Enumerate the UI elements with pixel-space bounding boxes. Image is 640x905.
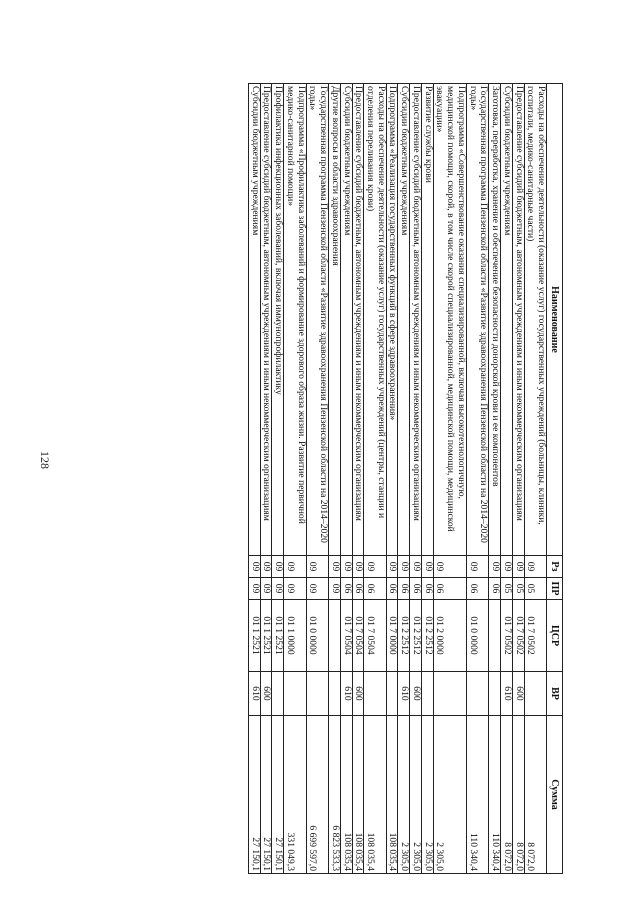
cell-rz: 09 [501, 556, 513, 578]
table-row [260, 84, 272, 874]
cell-pr: 09 [306, 578, 328, 600]
cell-csr [329, 600, 341, 672]
cell-csr: 01 7 0502 [524, 600, 546, 672]
cell-rz: 09 [306, 556, 328, 578]
cell-pr: 09 [272, 578, 284, 600]
table-row [410, 84, 422, 874]
table-row [524, 84, 546, 874]
cell-name: Предоставление субсидий бюджетным, автономным учреждениям и иным некоммерческим организациям [512, 84, 524, 556]
cell-sum: 2 305,0 [421, 716, 433, 874]
cell-csr: 01 2 2512 [398, 600, 410, 672]
budget-table [248, 83, 563, 874]
cell-name: Другие вопросы в области здравоохранения [329, 84, 341, 556]
cell-csr [489, 600, 501, 672]
cell-pr: 09 [284, 578, 306, 600]
cell-sum: 8 072,0 [501, 716, 513, 874]
cell-pr: 05 [501, 578, 513, 600]
cell-name: Профилактика инфекционных заболеваний, включая иммунопрофилактику [272, 84, 284, 556]
cell-pr: 09 [248, 578, 260, 600]
cell-vr: 600 [512, 672, 524, 716]
table-row [466, 84, 488, 874]
cell-sum: 108 035,4 [364, 716, 386, 874]
header-sum: Сумма [547, 716, 563, 874]
cell-pr: 06 [466, 578, 488, 600]
cell-vr: 610 [398, 672, 410, 716]
cell-pr: 05 [512, 578, 524, 600]
cell-vr [386, 672, 398, 716]
cell-sum: 8 072,0 [524, 716, 546, 874]
cell-rz: 09 [489, 556, 501, 578]
cell-csr: 01 0 0000 [306, 600, 328, 672]
header-vr: ВР [547, 672, 563, 716]
cell-vr [272, 672, 284, 716]
cell-sum: 2 305,0 [410, 716, 422, 874]
cell-name: Субсидии бюджетным учреждениям [340, 84, 352, 556]
cell-name: Субсидии бюджетным учреждениям [501, 84, 513, 556]
cell-vr [421, 672, 433, 716]
cell-vr: 610 [501, 672, 513, 716]
table-row [421, 84, 433, 874]
table-row [248, 84, 260, 874]
cell-rz: 09 [421, 556, 433, 578]
cell-rz: 09 [466, 556, 488, 578]
cell-name: Подпрограмма «Профилактика заболеваний и формирование здорового образа жизни. Развитие первичной медико-санитарной помощи» [284, 84, 306, 556]
cell-rz: 09 [340, 556, 352, 578]
cell-vr: 600 [352, 672, 364, 716]
cell-name: Подпрограмма «Реализация государственных функций в сфере здравоохранения» [386, 84, 398, 556]
table-row [398, 84, 410, 874]
cell-pr: 06 [421, 578, 433, 600]
cell-rz: 09 [398, 556, 410, 578]
cell-rz: 09 [352, 556, 364, 578]
cell-pr: 05 [524, 578, 546, 600]
cell-pr: 06 [352, 578, 364, 600]
cell-rz: 09 [512, 556, 524, 578]
cell-rz: 09 [329, 556, 341, 578]
cell-sum: 110 340,4 [466, 716, 488, 874]
cell-sum: 331 049,3 [284, 716, 306, 874]
cell-sum: 108 035,4 [340, 716, 352, 874]
cell-name: Расходы на обеспечение деятельности (оказание услуг) государственных учреждений (больницы, клиники, госпитали, медико-санитарные части) [524, 84, 546, 556]
cell-csr: 01 2 2512 [421, 600, 433, 672]
table-row [489, 84, 501, 874]
cell-sum: 2 305,0 [398, 716, 410, 874]
cell-vr: 600 [410, 672, 422, 716]
cell-pr: 06 [364, 578, 386, 600]
cell-sum: 27 150,1 [272, 716, 284, 874]
cell-csr: 01 7 0504 [352, 600, 364, 672]
cell-csr: 01 1 0000 [284, 600, 306, 672]
cell-csr: 01 1 2521 [272, 600, 284, 672]
cell-csr: 01 7 0504 [364, 600, 386, 672]
cell-pr: 09 [329, 578, 341, 600]
cell-pr: 06 [398, 578, 410, 600]
table-row [364, 84, 386, 874]
table-row [284, 84, 306, 874]
table-header-row [547, 84, 563, 874]
cell-vr: 610 [340, 672, 352, 716]
cell-pr: 06 [386, 578, 398, 600]
cell-rz: 09 [364, 556, 386, 578]
table-row [433, 84, 466, 874]
cell-name: Государственная программа Пензенской области «Развитие здравоохранения Пензенской области на 2014–2020 годы» [466, 84, 488, 556]
header-name: Наименование [547, 84, 563, 556]
cell-csr: 01 7 0502 [501, 600, 513, 672]
cell-rz: 09 [260, 556, 272, 578]
table-row [352, 84, 364, 874]
cell-name: Подпрограмма «Совершенствование оказания специализированной, включая высокотехнологичную, медицинской помощи, скорой, в том числе скорой специализированной, медицинской помощи, медицинской эвакуации» [433, 84, 466, 556]
table-row [329, 84, 341, 874]
cell-sum: 27 150,1 [248, 716, 260, 874]
cell-name: Государственная программа Пензенской области «Развитие здравоохранения Пензенской области на 2014–2020 годы» [306, 84, 328, 556]
table-row [501, 84, 513, 874]
cell-rz: 09 [272, 556, 284, 578]
cell-csr: 01 7 0000 [386, 600, 398, 672]
cell-pr: 06 [489, 578, 501, 600]
cell-pr: 06 [340, 578, 352, 600]
cell-rz: 09 [284, 556, 306, 578]
header-csr: ЦСР [547, 600, 563, 672]
cell-sum: 6 823 533,3 [329, 716, 341, 874]
table-row [386, 84, 398, 874]
cell-vr [433, 672, 466, 716]
cell-sum: 110 340,4 [489, 716, 501, 874]
cell-name: Предоставление субсидий бюджетным, автономным учреждениям и иным некоммерческим организациям [410, 84, 422, 556]
cell-sum: 108 035,4 [386, 716, 398, 874]
table-body [248, 84, 546, 874]
cell-sum: 2 305,0 [433, 716, 466, 874]
page-number: 128 [38, 451, 52, 469]
cell-sum: 108 035,4 [352, 716, 364, 874]
cell-vr [466, 672, 488, 716]
cell-csr: 01 1 2521 [260, 600, 272, 672]
cell-rz: 09 [386, 556, 398, 578]
cell-vr [306, 672, 328, 716]
cell-csr: 01 0 0000 [466, 600, 488, 672]
cell-sum: 8 072,0 [512, 716, 524, 874]
cell-name: Субсидии бюджетным учреждениям [398, 84, 410, 556]
cell-pr: 06 [410, 578, 422, 600]
cell-name: Заготовка, переработка, хранение и обеспечение безопасности донорской крови и ее компонентов [489, 84, 501, 556]
cell-vr [329, 672, 341, 716]
cell-name: Предоставление субсидий бюджетным, автономным учреждениям и иным некоммерческим организациям [260, 84, 272, 556]
cell-rz: 09 [248, 556, 260, 578]
cell-name: Предоставление субсидий бюджетным, автономным учреждениям и иным некоммерческим организациям [352, 84, 364, 556]
cell-rz: 09 [410, 556, 422, 578]
cell-csr: 01 1 2521 [248, 600, 260, 672]
cell-rz: 09 [433, 556, 466, 578]
cell-vr [364, 672, 386, 716]
cell-vr [489, 672, 501, 716]
cell-csr: 01 7 0502 [512, 600, 524, 672]
cell-name: Расходы на обеспечение деятельности (оказание услуг) государственных учреждений (центры, станции и отделения переливания крови) [364, 84, 386, 556]
cell-vr [524, 672, 546, 716]
cell-csr: 01 2 2512 [410, 600, 422, 672]
table-row [272, 84, 284, 874]
cell-vr [284, 672, 306, 716]
cell-rz: 09 [524, 556, 546, 578]
budget-table-rotated [103, 83, 563, 873]
cell-vr: 600 [260, 672, 272, 716]
cell-vr: 610 [248, 672, 260, 716]
cell-csr: 01 7 0504 [340, 600, 352, 672]
cell-pr: 09 [260, 578, 272, 600]
cell-csr: 01 2 0000 [433, 600, 466, 672]
cell-sum: 27 150,1 [260, 716, 272, 874]
cell-name: Субсидии бюджетным учреждениям [248, 84, 260, 556]
cell-name: Развитие службы крови [421, 84, 433, 556]
table-row [512, 84, 524, 874]
table-row [306, 84, 328, 874]
header-rz: Рз [547, 556, 563, 578]
cell-sum: 6 699 597,0 [306, 716, 328, 874]
cell-pr: 06 [433, 578, 466, 600]
table-row [340, 84, 352, 874]
header-pr: ПР [547, 578, 563, 600]
